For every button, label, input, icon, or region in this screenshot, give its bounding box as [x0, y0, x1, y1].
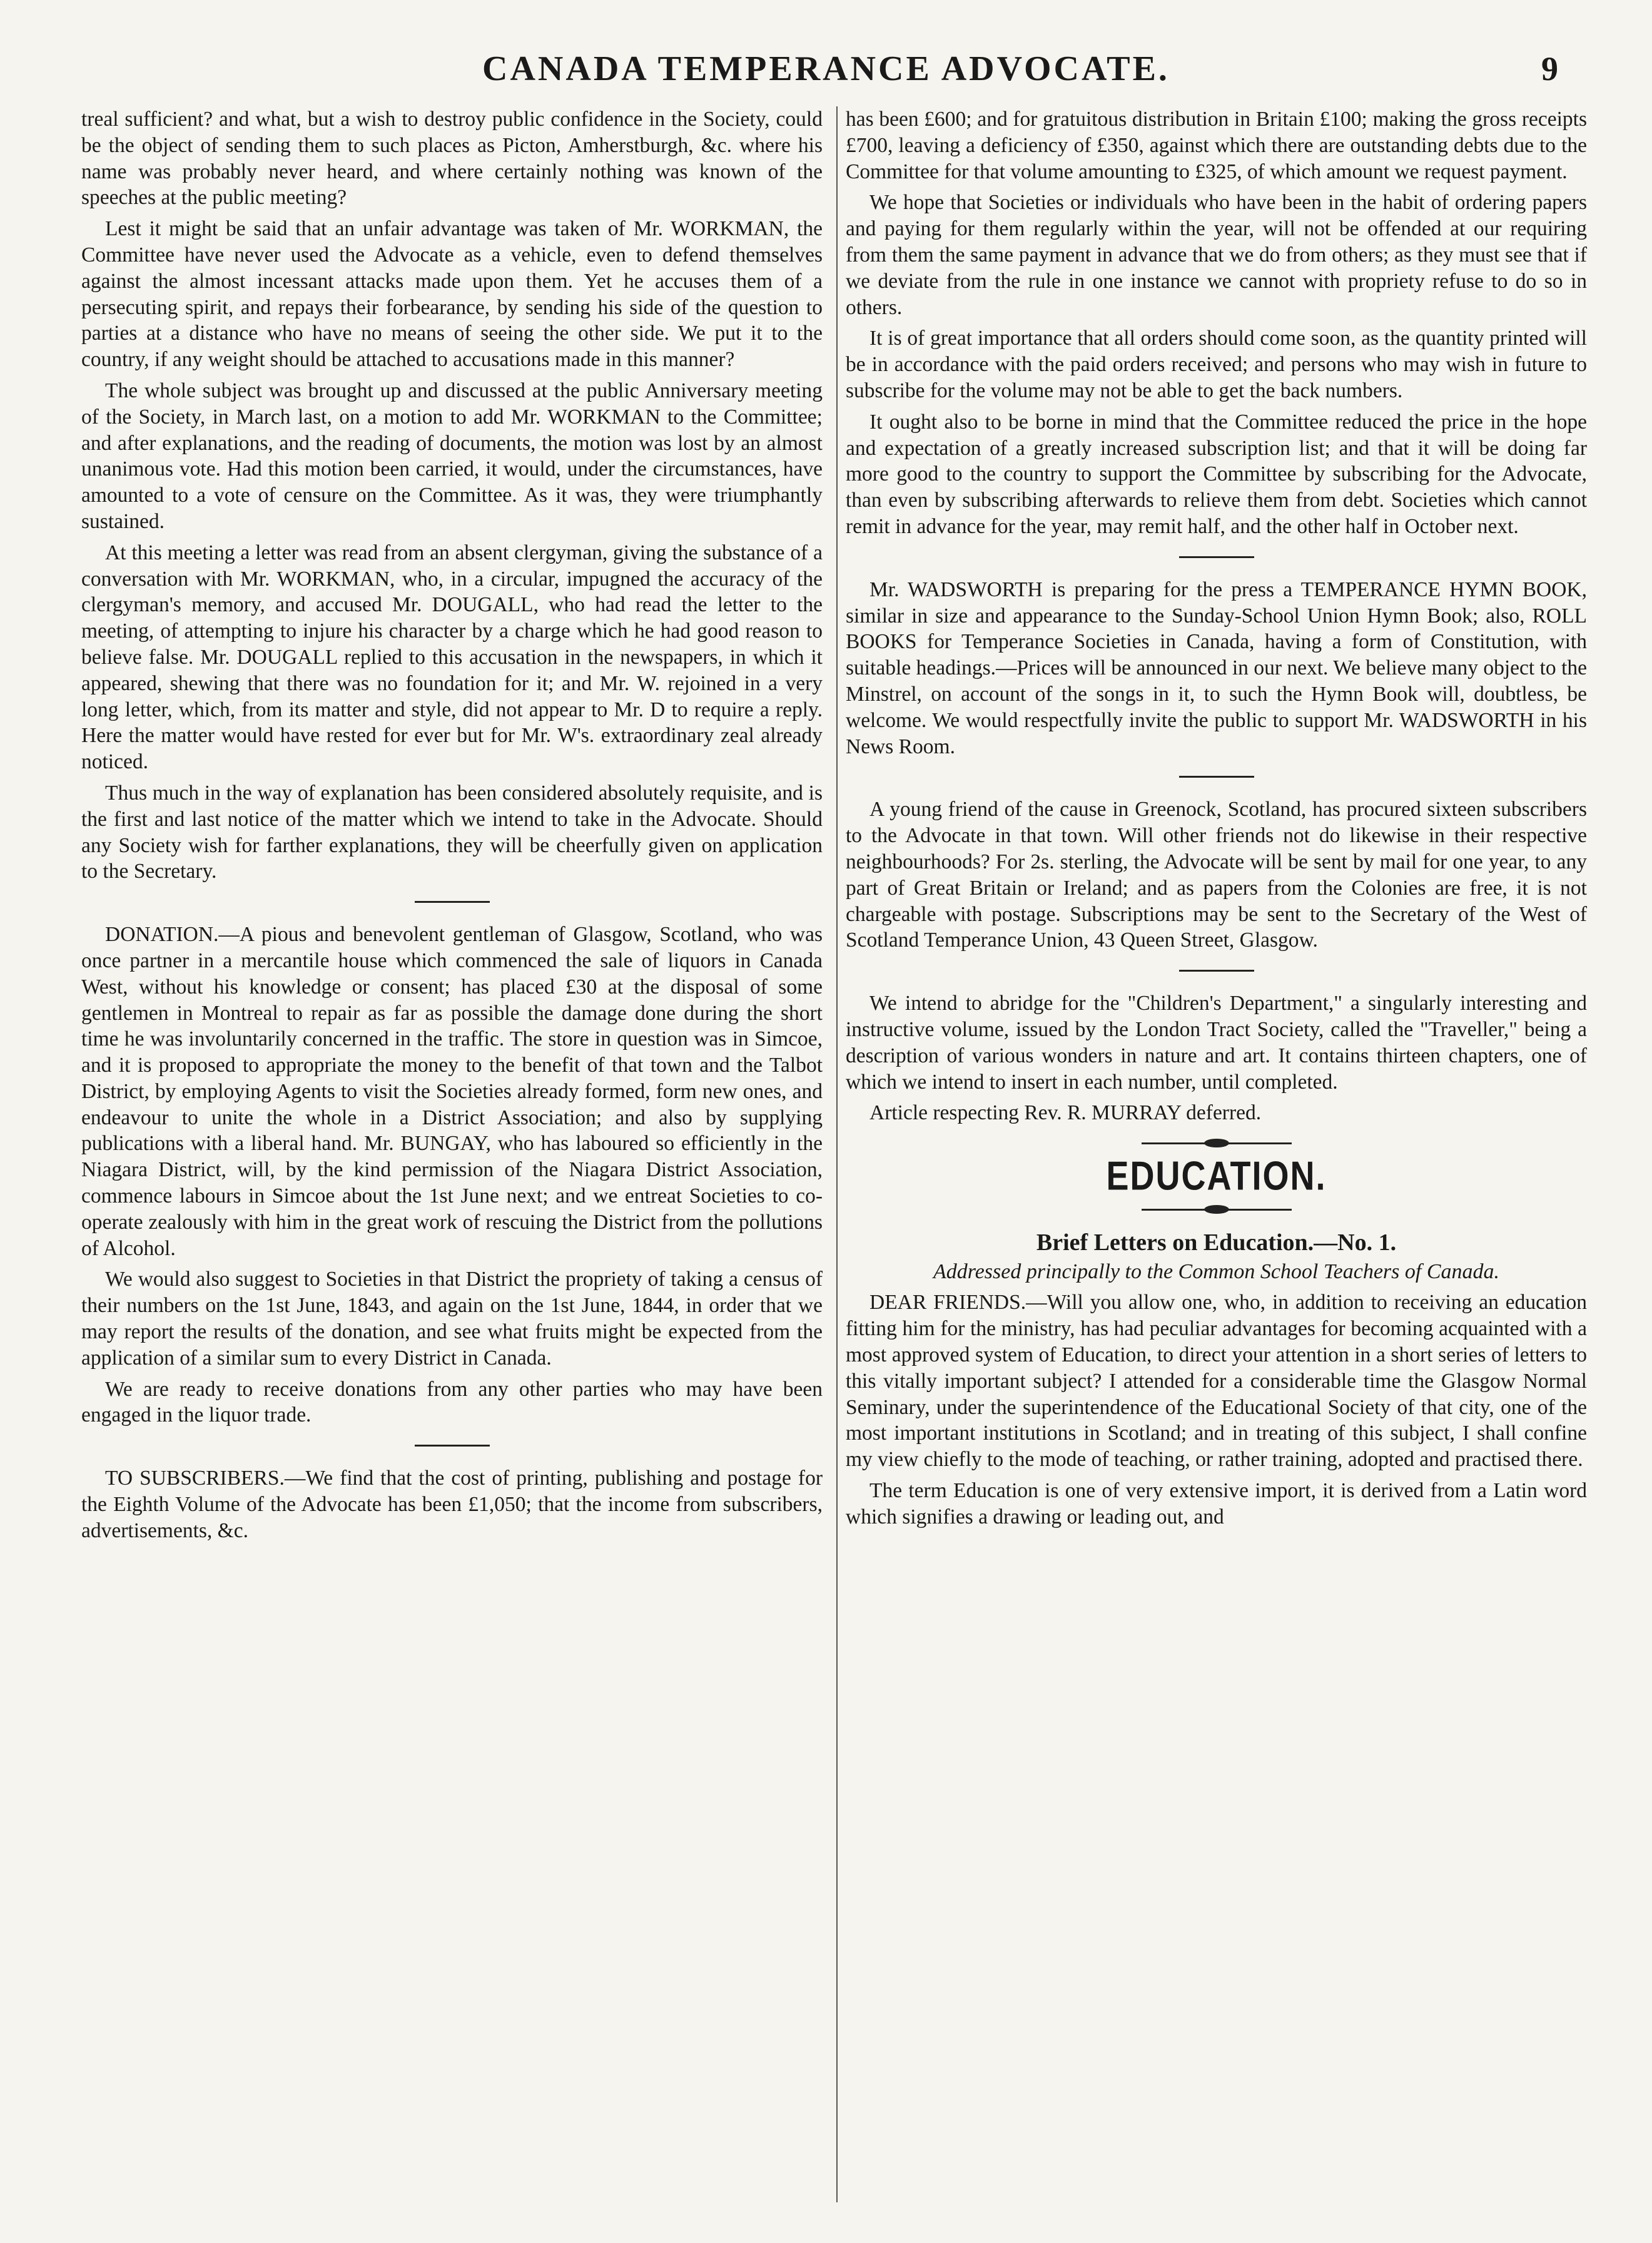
greenock-paragraph: A young friend of the cause in Greenock, Scotland, has procured sixteen subscribers to the Advocate in that town. Will other friends not do likewise in their respective neighbourhoods? For 2s. sterling, the Advocate will be sent by mail for one year, to any part of Great Britain or Ireland; and as papers from the Colonies are free, it is not chargeable with postage. Subscriptions may be sent to the Secretary of the West of Scotland Temperance Union, 43 Queen Street, Glasgow. [846, 798, 1587, 952]
ornament-separator [1142, 1205, 1292, 1214]
section-separator [1179, 776, 1254, 778]
left-column [81, 106, 823, 1549]
deferred-note: Article respecting Rev. R. MURRAY deferred. [869, 1101, 1262, 1125]
right-column [846, 106, 1587, 1535]
page-header [81, 44, 1571, 94]
section-separator [415, 901, 490, 903]
article-subtitle: Addressed principally to the Common School Teachers of Canada. [933, 1259, 1500, 1283]
section-separator [415, 1445, 490, 1447]
paragraph: treal sufficient? and what, but a wish to destroy public confidence in the Society, could be the object of sending them to such places as Picton, Amherstburgh, &c. where his name was probably never heard, and where certainly nothing was known of the speeches at the public meeting? [81, 108, 823, 210]
page-number: 9 [1541, 50, 1558, 88]
donation-paragraph: DONATION.—A pious and benevolent gentleman of Glasgow, Scotland, who was once partner in a mercantile house which commenced the sale of liquors in Canada West, without his knowledge or consent; has placed £30 at the disposal of some gentlemen in Montreal to repair as far as possible the damage done during the short time he was involuntarily concerned in the traffic. The store in question was in Simcoe, and it is proposed to appropriate the money to the benefit of that town and the Talbot District, by employing Agents to visit the Societies already formed, form new ones, and endeavour to unite the whole in a District Association; and also by supplying publications with a liberal hand. Mr. BUNGAY, who has laboured so efficiently in the Niagara District, will, by the kind permission of the Niagara District Association, commence labours in Simcoe about the 1st June next; and we entreat Societies to co-operate zealously with him in the great work of rescuing the District from the pollutions of Alcohol. [81, 923, 823, 1260]
column-divider [836, 106, 838, 2202]
section-separator [1179, 556, 1254, 558]
subscribers-paragraph: TO SUBSCRIBERS.—We find that the cost of printing, publishing and postage for the Eighth Volume of the Advocate has been £1,050; that the income from subscribers, advertisements, &c. [81, 1467, 823, 1542]
paragraph: It ought also to be borne in mind that the Committee reduced the price in the hope and expectation of a greatly increased subscription list; and that it will be doing far more good to the country to support the Committee by subscribing for the Advocate, than even by subscribing afterwards to relieve them from debt. Societies which cannot remit in advance for the year, may remit half, and the other half in October next. [846, 410, 1587, 538]
paragraph: The whole subject was brought up and discussed at the public Anniversary meeting of the Society, in March last, on a motion to add Mr. WORKMAN to the Committee; and after explanations, and the reading of documents, the motion was lost by an almost unanimous vote. Had this motion been carried, it would, under the circumstances, have amounted to a vote of censure on the Committee. As it was, they were triumphantly sustained. [81, 379, 823, 533]
abridge-paragraph: We intend to abridge for the "Children's Department," a singularly interesting and instructive volume, issued by the London Tract Society, called the "Traveller," being a description of various wonders in nature and art. It contains thirteen chapters, one of which we intend to insert in each number, until completed. [846, 992, 1587, 1094]
education-paragraph: The term Education is one of very extensive import, it is derived from a Latin word which signifies a drawing or leading out, and [846, 1479, 1587, 1528]
paragraph: At this meeting a letter was read from an absent clergyman, giving the substance of a conversation with Mr. WORKMAN, who, in a circular, impugned the accuracy of the clergyman's memory, and accused Mr. DOUGALL, who had read the letter to the meeting, of attempting to injure his character by a charge which he had good reason to believe false. Mr. DOUGALL replied to this accusation in the newspapers, in which it appeared, shewing that there was no foundation for it; and Mr. W. rejoined in a very long letter, which, from its matter and style, did not appear to Mr. D to require a reply. Here the matter would have rested for ever but for Mr. W's. extraordinary zeal already noticed. [81, 541, 823, 774]
article-title: Brief Letters on Education.—No. 1. [1036, 1229, 1397, 1256]
paragraph: Thus much in the way of explanation has been considered absolutely requisite, and is the first and last notice of the matter which we intend to take in the Advocate. Should any Society wish for farther explanations, they will be cheerfully given on application to the Secretary. [81, 781, 823, 883]
wadsworth-paragraph: Mr. WADSWORTH is preparing for the press a TEMPERANCE HYMN BOOK, similar in size and appearance to the Sunday-School Union Hymn Book; also, ROLL BOOKS for Temperance Societies in Canada, having a form of Constitution, with suitable headings.—Prices will be announced in our next. We believe many object to the Minstrel, on account of the songs in it, to such the Hymn Book will, doubtless, be welcome. We would respectfully invite the public to support Mr. WADSWORTH in his News Room. [846, 577, 1587, 758]
donation-paragraph: We would also suggest to Societies in that District the propriety of taking a census of their numbers on the 1st June, 1843, and again on the 1st June, 1844, in order that we may report the results of the donation, and see what fruits might be expected from the application of a similar sum to every District in Canada. [81, 1268, 823, 1370]
section-separator [1179, 970, 1254, 972]
paragraph: It is of great importance that all orders should come soon, as the quantity printed will be in accordance with the paid orders received; and persons who may wish in future to subscribe for the volume may not be able to get the back numbers. [846, 327, 1587, 402]
paragraph: We hope that Societies or individuals who have been in the habit of ordering papers and paying for them regularly within the year, will not be offended at our requiring from them the same payment in advance that we do from others; as they must see that if we deviate from the rule in one instance we cannot with propriety refuse to do so in others. [846, 191, 1587, 319]
paragraph: Lest it might be said that an unfair advantage was taken of Mr. WORKMAN, the Committee have never used the Advocate as a vehicle, even to defend themselves against the almost incessant attacks made upon them. Yet he accuses them of a persecuting spirit, and repays their forbearance, by sending his side of the question to parties at a distance who have no means of seeing the other side. We put it to the country, if any weight should be attached to accusations made in this manner? [81, 217, 823, 372]
running-title: CANADA TEMPERANCE ADVOCATE. [482, 49, 1170, 88]
education-paragraph: DEAR FRIENDS.—Will you allow one, who, in addition to receiving an education fitting him for the ministry, has had peculiar advantages for becoming acquainted with a most approved system of Education, to direct your attention in a short series of letters to this vitally important subject? I attended for a considerable time the Glasgow Normal Seminary, under the superintendence of the Educational Society of that city, one of the most important institutions in Scotland; and in treating of this subject, I shall confine my view chiefly to the mode of teaching, or rather training, adopted and practised there. [846, 1291, 1587, 1472]
paragraph: has been £600; and for gratuitous distribution in Britain £100; making the gross receipts £700, leaving a deficiency of £350, against which there are outstanding debts due to the Committee for that volume amounting to £325, of which amount we request payment. [846, 108, 1587, 183]
ornament-separator [1142, 1139, 1292, 1147]
donation-paragraph: We are ready to receive donations from any other parties who may have been engaged in the liquor trade. [81, 1377, 823, 1427]
section-heading-education: EDUCATION. [1106, 1153, 1327, 1199]
